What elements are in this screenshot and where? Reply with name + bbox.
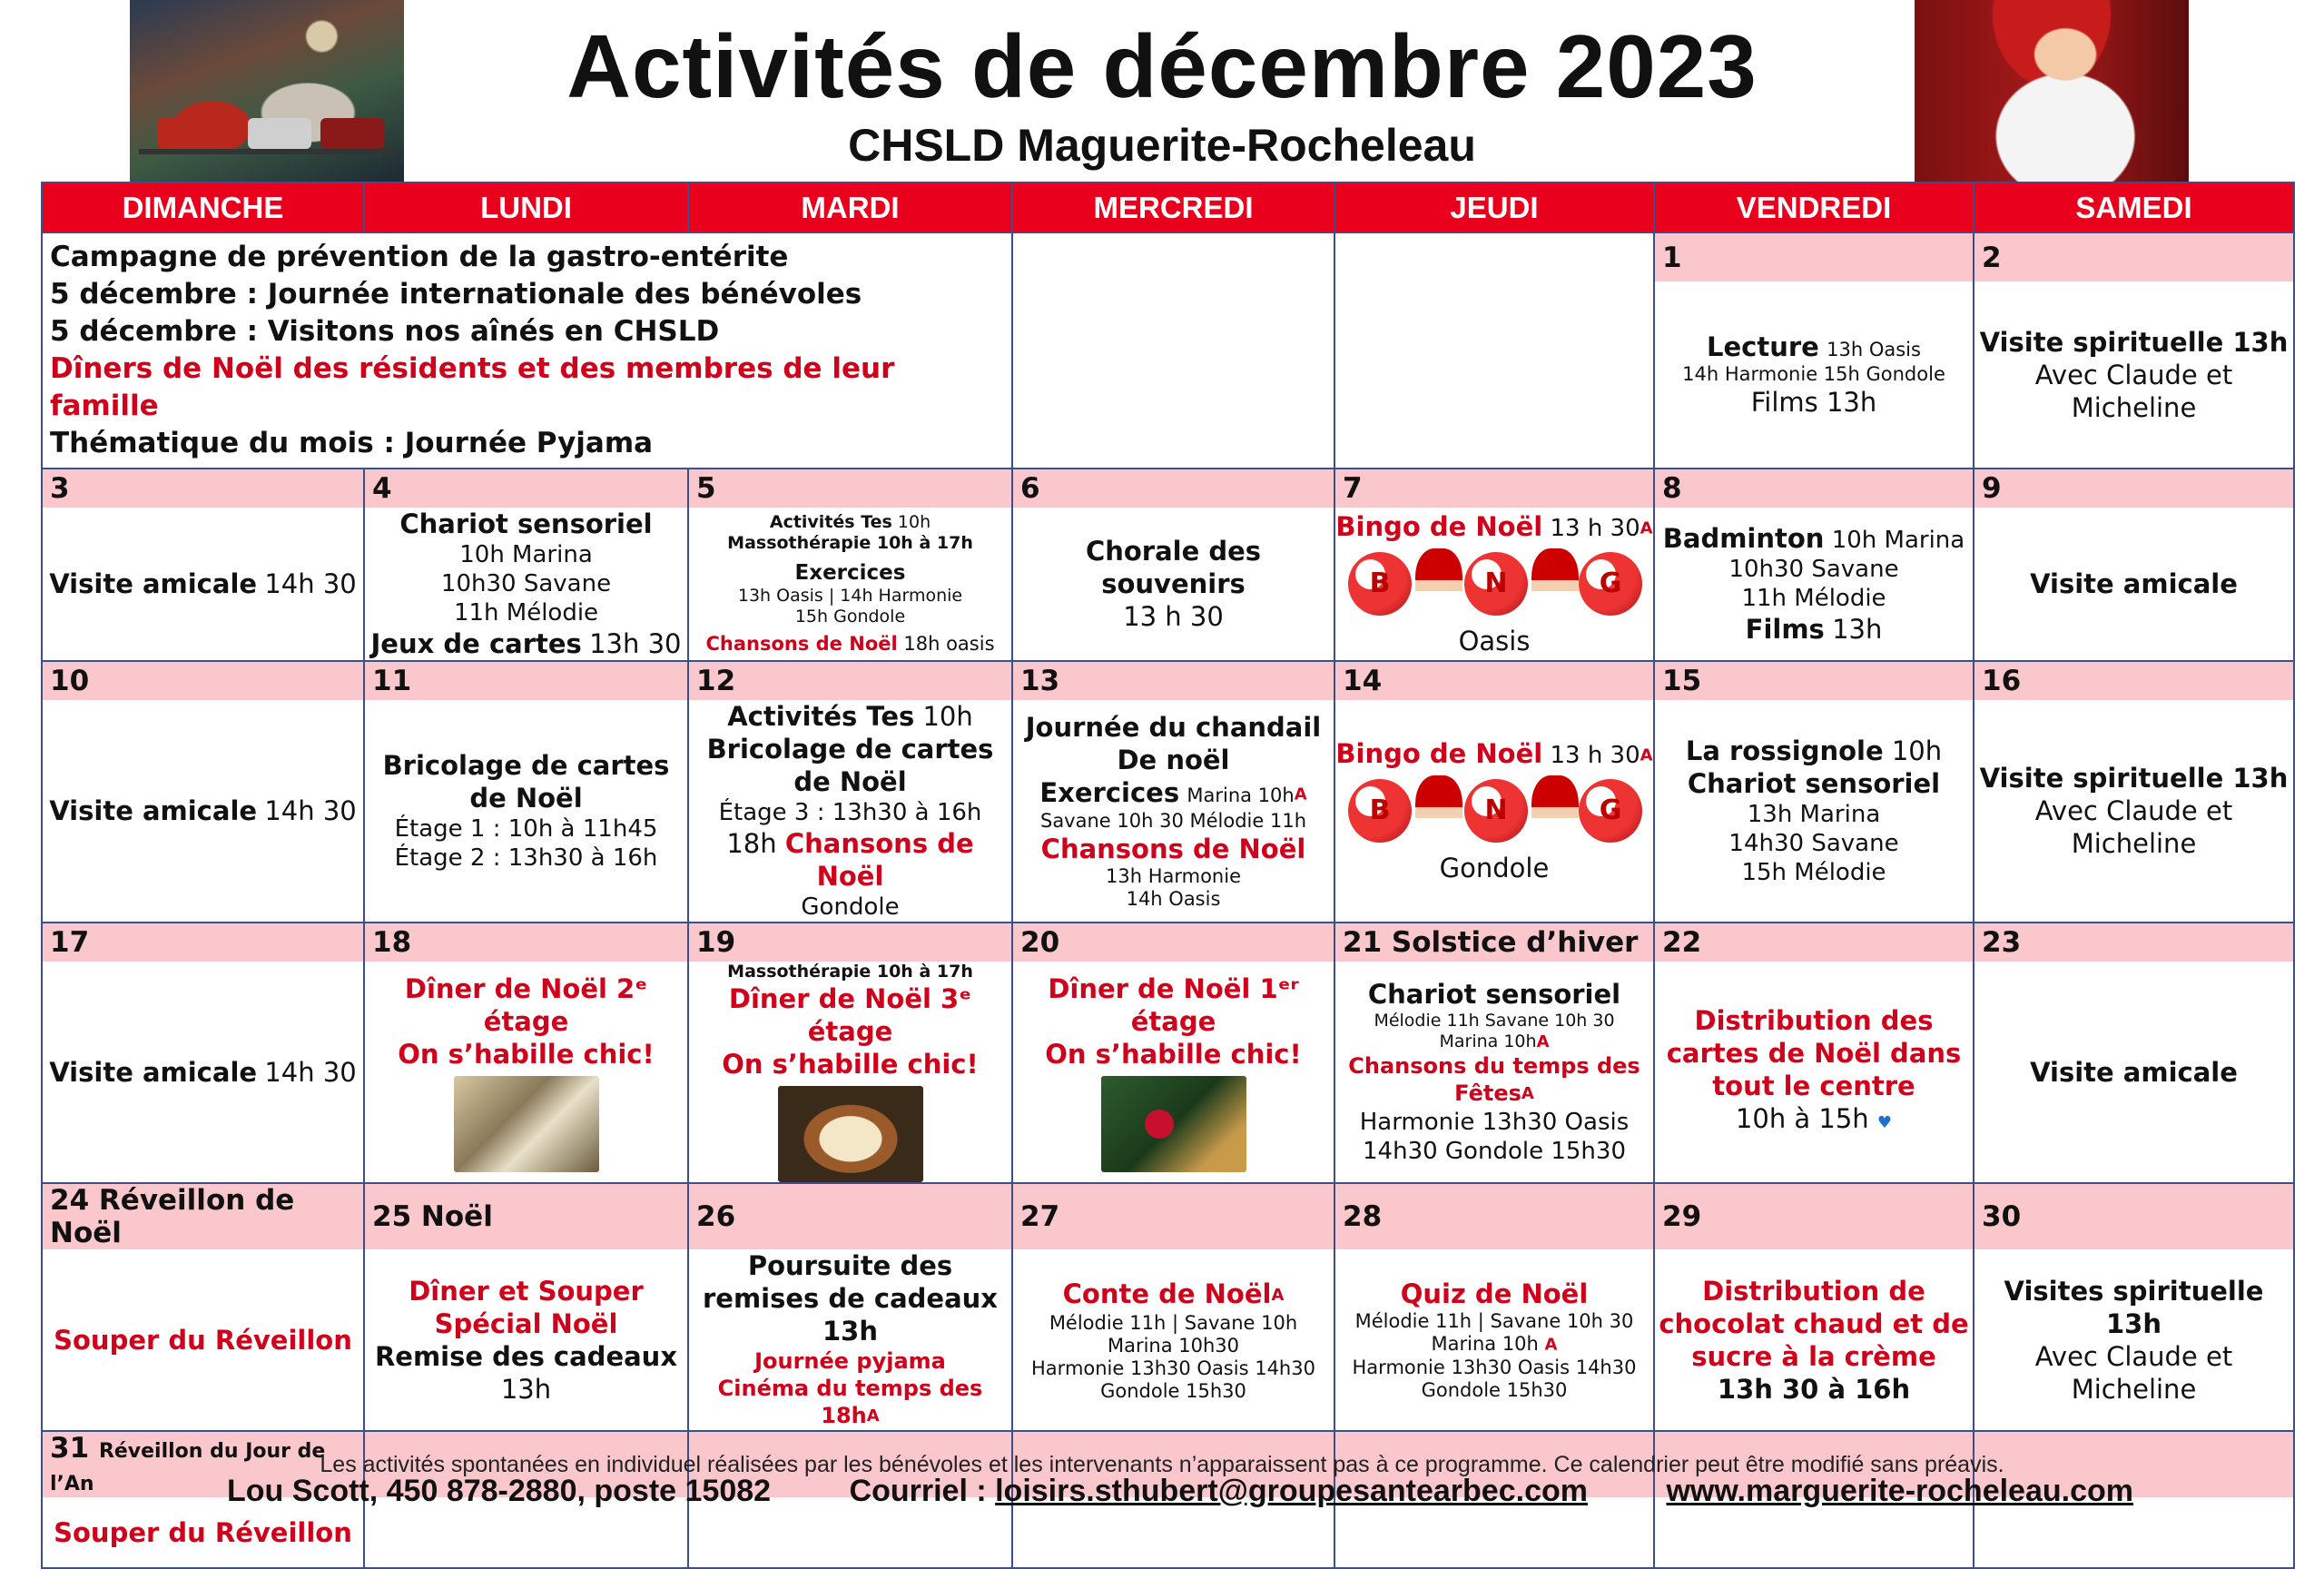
date-6: 6 xyxy=(1012,469,1334,508)
day-3-activities: Visite amicale 14h 30 xyxy=(42,508,364,661)
day-4-activities: Chariot sensoriel 10h Marina 10h30 Savane 11h Mélodie Jeux de cartes 13h 30 xyxy=(364,508,688,661)
bingo-image: B N G xyxy=(1344,774,1644,848)
footer-note: Les activités spontanées en individuel réalisées par les bénévoles et les intervenants n’apparaissent pas à ce programme. Ce calendrier peut être modifié sans préavis. xyxy=(320,1452,2004,1477)
date-28: 28 xyxy=(1334,1183,1654,1249)
day-27-activities: Conte de NoëlA Mélodie 11h | Savane 10h Marina 10h30 Harmonie 13h30 Oasis 14h30 Gondole 15h30 xyxy=(1012,1249,1334,1431)
date-23: 23 xyxy=(1974,923,2294,962)
day-24-activities: Souper du Réveillon xyxy=(42,1249,364,1431)
week5-body-row xyxy=(42,1249,2294,1431)
day-11-activities: Bricolage de cartes de Noël Étage 1 : 10h à 11h45 Étage 2 : 13h30 à 16h xyxy=(364,700,688,923)
day-16-activities: Visite spirituelle 13h Avec Claude et Micheline xyxy=(1974,700,2294,923)
date-31: 31 Réveillon du Jour de l’An xyxy=(42,1431,364,1497)
festive-table-photo xyxy=(1101,1076,1246,1172)
week2-body-row xyxy=(42,508,2294,661)
day-25-activities: Dîner et Souper Spécial Noël Remise des cadeaux 13h xyxy=(364,1249,688,1431)
date-13: 13 xyxy=(1012,661,1334,700)
week4-date-row xyxy=(42,923,2294,962)
weekday-wednesday: MERCREDI xyxy=(1012,183,1334,232)
date-3: 3 xyxy=(42,469,364,508)
info-line-4: Dîners de Noël des résidents et des membres de leur famille xyxy=(50,352,895,422)
day-9-activities: Visite amicale xyxy=(1974,508,2294,661)
bingo-image: B N G xyxy=(1344,547,1644,621)
date-21: 21 Solstice d’hiver xyxy=(1334,923,1654,962)
monthly-info-box xyxy=(42,232,1012,469)
date-7: 7 xyxy=(1334,469,1654,508)
date-16: 16 xyxy=(1974,661,2294,700)
day-18-activities: Dîner de Noël 2ᵉ étage On s’habille chic! xyxy=(364,962,688,1183)
day-2-activities: Visite spirituelle 13h Avec Claude et Micheline xyxy=(1974,281,2294,469)
date-15: 15 xyxy=(1654,661,1974,700)
day-7-activities: Bingo de Noël 13 h 30A B N G Oasis xyxy=(1334,508,1654,661)
day-13-activities: Journée du chandail De noël Exercices Marina 10hA Savane 10h 30 Mélodie 11h Chansons de Noël 13h Harmonie 14h Oasis xyxy=(1012,700,1334,923)
date-26: 26 xyxy=(688,1183,1012,1249)
day-26-activities: Poursuite des remises de cadeaux 13h Journée pyjama Cinéma du temps des 18hA xyxy=(688,1249,1012,1431)
week5-date-row xyxy=(42,1183,2294,1249)
day-15-activities: La rossignole 10h Chariot sensoriel 13h Marina 14h30 Savane 15h Mélodie xyxy=(1654,700,1974,923)
empty-cell-wed xyxy=(1012,232,1334,469)
week1-date-row xyxy=(42,232,2294,281)
calendar-table xyxy=(41,182,2295,1569)
day-1-activities: Lecture 13h Oasis 14h Harmonie 15h Gondole Films 13h xyxy=(1654,281,1974,469)
day-20-activities: Dîner de Noël 1ᵉʳ étage On s’habille chic! xyxy=(1012,962,1334,1183)
date-25: 25 Noël xyxy=(364,1183,688,1249)
weekday-friday: VENDREDI xyxy=(1654,183,1974,232)
day-21-activities: Chariot sensoriel Mélodie 11h Savane 10h 30 Marina 10hA Chansons du temps des FêtesA Harmonie 13h30 Oasis 14h30 Gondole 15h30 xyxy=(1334,962,1654,1183)
weekday-monday: LUNDI xyxy=(364,183,688,232)
date-19: 19 xyxy=(688,923,1012,962)
day-19-activities: Massothérapie 10h à 17h Dîner de Noël 3ᵉ étage On s’habille chic! xyxy=(688,962,1012,1183)
day-14-activities: Bingo de Noël 13 h 30A B N G Gondole xyxy=(1334,700,1654,923)
day-28-activities: Quiz de Noël Mélodie 11h | Savane 10h 30 Marina 10h A Harmonie 13h30 Oasis 14h30 Gondole 15h30 xyxy=(1334,1249,1654,1431)
date-2: 2 xyxy=(1974,232,2294,281)
day-30-activities: Visites spirituelle 13h Avec Claude et Micheline xyxy=(1974,1249,2294,1431)
date-29: 29 xyxy=(1654,1183,1974,1249)
day-6-activities: Chorale des souvenirs 13 h 30 xyxy=(1012,508,1334,661)
day-17-activities: Visite amicale 14h 30 xyxy=(42,962,364,1183)
contact-email: Courriel : loisirs.sthubert@groupesantearbec.com xyxy=(849,1474,1588,1508)
date-5: 5 xyxy=(688,469,1012,508)
date-27: 27 xyxy=(1012,1183,1334,1249)
day-8-activities: Badminton 10h Marina 10h30 Savane 11h Mélodie Films 13h xyxy=(1654,508,1974,661)
date-24: 24 Réveillon de Noël xyxy=(42,1183,364,1249)
weekday-saturday: SAMEDI xyxy=(1974,183,2294,232)
date-30: 30 xyxy=(1974,1183,2294,1249)
week3-body-row xyxy=(42,700,2294,923)
day-22-activities: Distribution des cartes de Noël dans tout le centre 10h à 15h ♥ xyxy=(1654,962,1974,1183)
page-title: Activités de décembre 2023 xyxy=(566,16,1758,116)
day-23-activities: Visite amicale xyxy=(1974,962,2294,1183)
day-5-activities: Activités Tes 10h Massothérapie 10h à 17h Exercices 13h Oasis | 14h Harmonie 15h Gondole Chansons de Noël 18h oasis xyxy=(688,508,1012,661)
website-link[interactable]: www.marguerite-rocheleau.com xyxy=(1666,1474,2133,1508)
dinner-table-photo xyxy=(454,1076,599,1172)
day-10-activities: Visite amicale 14h 30 xyxy=(42,700,364,923)
info-line-3: 5 décembre : Visitons nos aînés en CHSLD xyxy=(50,315,720,348)
email-link[interactable]: loisirs.sthubert@groupesantearbec.com xyxy=(995,1474,1588,1508)
week3-date-row xyxy=(42,661,2294,700)
date-22: 22 xyxy=(1654,923,1974,962)
contact-phone: Lou Scott, 450 878-2880, poste 15082 xyxy=(227,1474,772,1508)
day-29-activities: Distribution de chocolat chaud et de sucre à la crème 13h 30 à 16h xyxy=(1654,1249,1974,1431)
week2-date-row xyxy=(42,469,2294,508)
santa-photo xyxy=(1915,0,2189,182)
info-line-2: 5 décembre : Journée internationale des bénévoles xyxy=(50,278,862,311)
date-9: 9 xyxy=(1974,469,2294,508)
date-1: 1 xyxy=(1654,232,1974,281)
date-8: 8 xyxy=(1654,469,1974,508)
weekday-thursday: JEUDI xyxy=(1334,183,1654,232)
date-17: 17 xyxy=(42,923,364,962)
week4-body-row xyxy=(42,962,2294,1183)
weekday-sunday: DIMANCHE xyxy=(42,183,364,232)
date-4: 4 xyxy=(364,469,688,508)
date-18: 18 xyxy=(364,923,688,962)
info-line-5: Thématique du mois : Journée Pyjama xyxy=(50,427,654,459)
day-12-activities: Activités Tes 10h Bricolage de cartes de Noël Étage 3 : 13h30 à 16h 18h Chansons de Noël Gondole xyxy=(688,700,1012,923)
empty-cell-thu xyxy=(1334,232,1654,469)
day-31-activities: Souper du Réveillon xyxy=(42,1497,364,1568)
info-line-1: Campagne de prévention de la gastro-entérite xyxy=(50,241,789,273)
date-14: 14 xyxy=(1334,661,1654,700)
date-20: 20 xyxy=(1012,923,1334,962)
page-subtitle: CHSLD Maguerite-Rocheleau xyxy=(848,120,1476,171)
weekday-tuesday: MARDI xyxy=(688,183,1012,232)
date-11: 11 xyxy=(364,661,688,700)
toy-train-photo xyxy=(130,0,404,182)
plated-meal-photo xyxy=(778,1086,923,1182)
date-10: 10 xyxy=(42,661,364,700)
footer-contact xyxy=(227,1474,2133,1508)
weekday-header-row xyxy=(42,183,2294,232)
date-12: 12 xyxy=(688,661,1012,700)
